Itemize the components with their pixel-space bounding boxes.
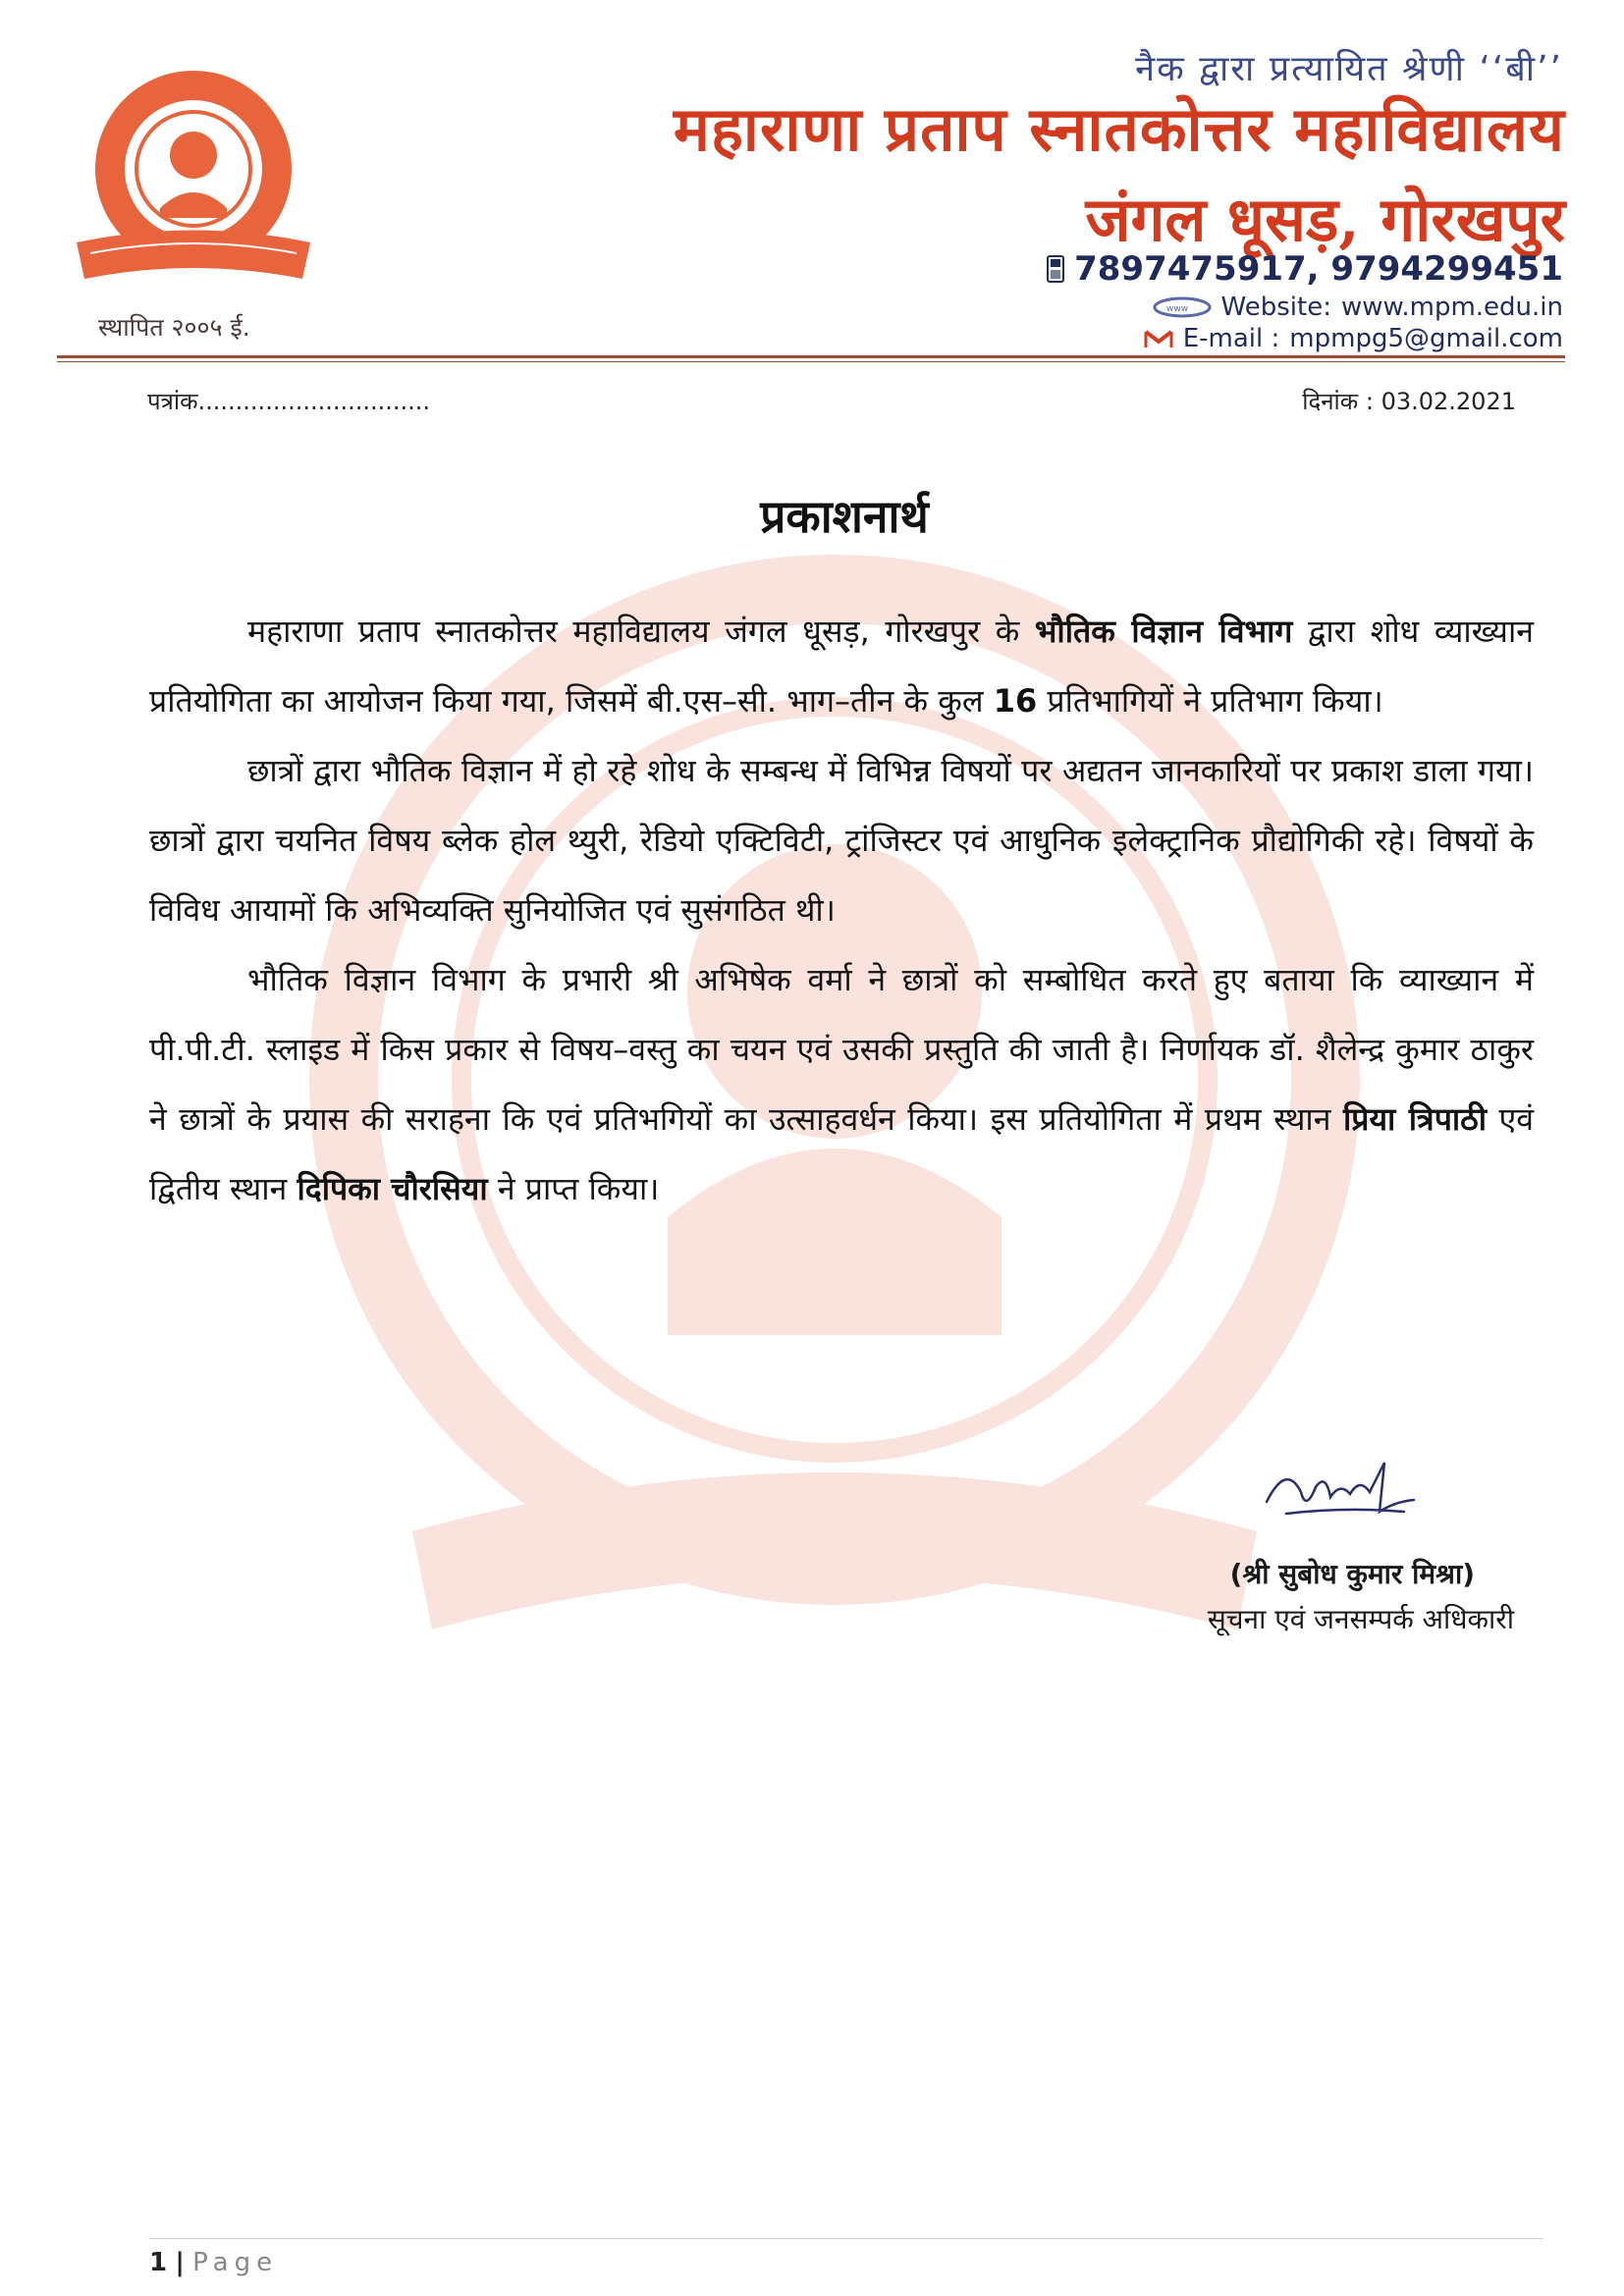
phone-icon — [1047, 255, 1064, 283]
paragraph-2: छात्रों द्वारा भौतिक विज्ञान में हो रहे शोध के सम्बन्ध में विभिन्न विषयों पर अद्यतन जानकारियों पर प्रकाश डाला गया। छात्रों द्वारा चयनित विषय ब्लेक होल थ्युरी, रेडियो एक्टिविटी, ट्रांजिस्टर एवं आधुनिक इलेक्ट्रानिक प्रौद्योगिकी रहे। विषयों के विविध आयामों कि अभिव्यक्ति सुनियोजित एवं सुसंगठित थी। — [149, 752, 1534, 929]
paragraph-3: भौतिक विज्ञान विभाग के प्रभारी श्री अभिषेक वर्मा ने छात्रों को सम्बोधित करते हुए बताया कि व्याख्यान में पी.पी.टी. स्लाइड में किस प्रकार से विषय–वस्तु का चयन एवं उसकी प्रस्तुति की जाती है। निर्णायक डॉ. शैलेन्द्र कुमार ठाकुर ने छात्रों के प्रयास की सराहना कि एवं प्रतिभगियों का उत्साहवर्धन किया। इस प्रतियोगिता में प्रथम स्थान प्रिया त्रिपाठी एवं द्वितीय स्थान दिपिका चौरसिया ने प्राप्त किया। — [149, 961, 1535, 1207]
department-name: भौतिक विज्ञान विभाग — [1034, 613, 1293, 650]
page-word: Page — [192, 2248, 279, 2277]
signatory-designation: सूचना एवं जनसम्पर्क अधिकारी — [1207, 1603, 1514, 1635]
footer-rule — [149, 2238, 1543, 2239]
date-value: 03.02.2021 — [1380, 388, 1516, 415]
letter-title: प्रकाशनार्थ — [760, 490, 929, 543]
website — [1153, 293, 1563, 322]
website-link[interactable]: www.mpm.edu.in — [1340, 293, 1563, 322]
page-footer — [149, 2248, 278, 2277]
email — [1144, 324, 1563, 353]
paragraph-1: महाराणा प्रताप स्नातकोत्तर महाविद्यालय जंगल धूसड़, गोरखपुर के भौतिक विज्ञान विभाग द्वारा शोध व्याख्यान प्रतियोगिता का आयोजन किया गया, जिसमें बी.एस–सी. भाग–तीन के कुल 16 प्रतिभागियों ने प्रतिभाग किया। — [149, 613, 1534, 720]
signatory-name: (श्री सुबोध कुमार मिश्रा) — [1229, 1558, 1475, 1590]
email-label: E-mail : — [1182, 324, 1280, 353]
letter-date — [1302, 385, 1516, 417]
college-place: जंगल धूसड़, गोरखपुर — [1085, 184, 1565, 255]
first-place-winner: प्रिया त्रिपाठी — [1342, 1100, 1488, 1138]
phone-numbers — [1047, 249, 1563, 289]
header-rule-thin — [57, 361, 1565, 362]
globe-icon — [1153, 295, 1212, 319]
reference-number: पत्रांक............................... — [147, 388, 431, 415]
date-label: दिनांक : — [1302, 388, 1374, 415]
handwritten-signature — [1257, 1453, 1434, 1531]
second-place-winner: दिपिका चौरसिया — [297, 1170, 488, 1207]
letter-body — [149, 597, 1534, 1224]
mail-icon — [1144, 328, 1173, 349]
website-label: Website: — [1220, 293, 1331, 322]
phone-text: 7897475917, 9794299451 — [1074, 249, 1563, 289]
svg-text:www: www — [1165, 304, 1188, 314]
naac-grade: नैक द्वारा प्रत्यायित श्रेणी ‘‘बी’’ — [1135, 49, 1563, 89]
college-name: महाराणा प्रताप स्नातकोत्तर महाविद्यालय — [673, 93, 1565, 165]
page-number: 1 — [149, 2248, 168, 2277]
participant-count: 16 — [993, 682, 1038, 720]
page-separator: | — [175, 2248, 185, 2277]
header-rule — [57, 355, 1565, 358]
established-year: स्थापित २००५ ई. — [98, 313, 250, 342]
college-logo — [57, 61, 330, 296]
email-link[interactable]: mpmpg5@gmail.com — [1289, 324, 1563, 353]
